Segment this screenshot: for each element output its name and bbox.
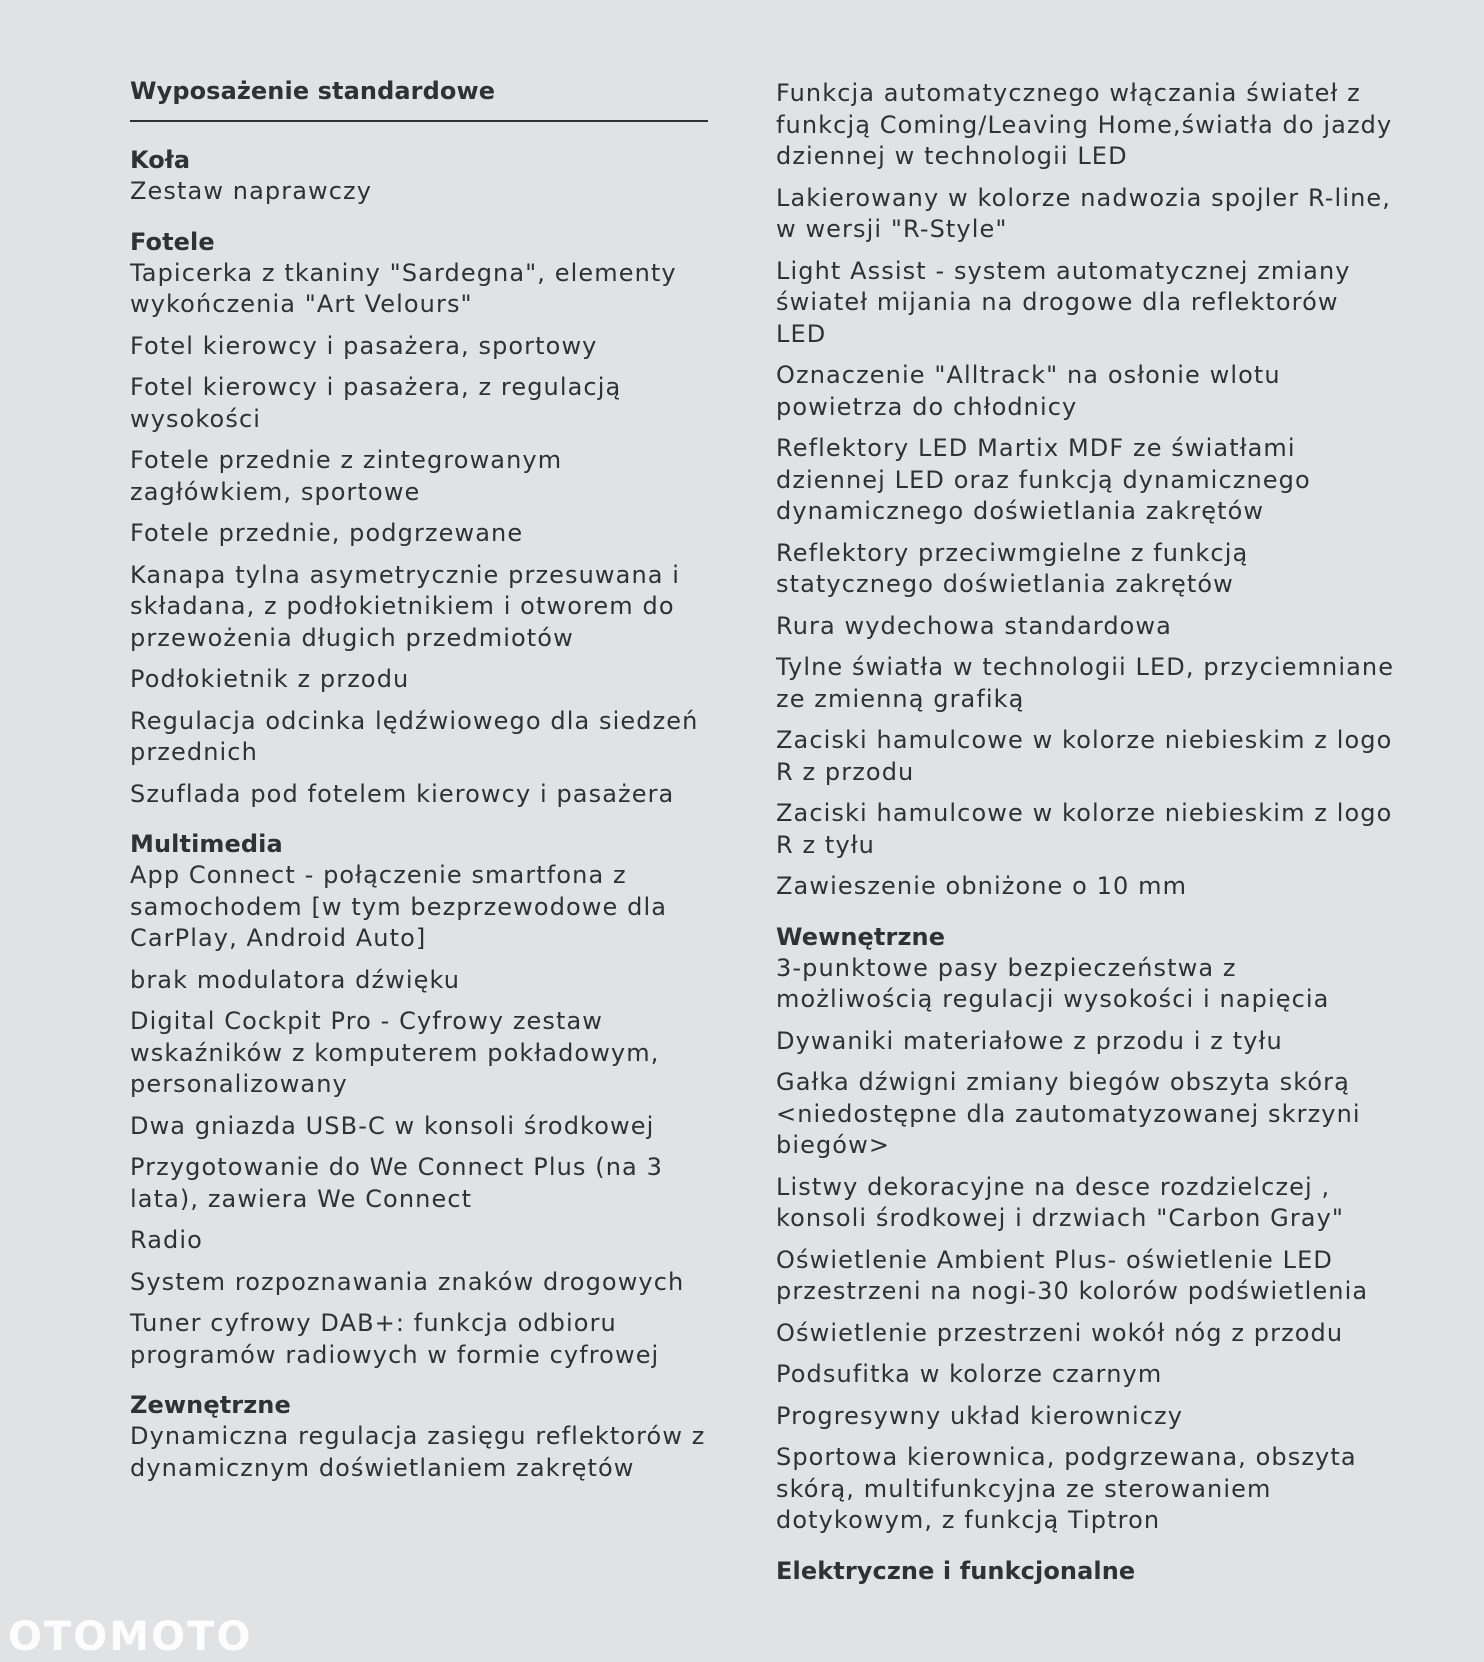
section-heading: Zewnętrzne (130, 1391, 291, 1419)
page-title: Wyposażenie standardowe (130, 74, 708, 122)
list-item: Listwy dekoracyjne na desce rozdzielczej , konsoli środkowej i drzwiach "Carbon Gray" (776, 1172, 1345, 1232)
list-item: Digital Cockpit Pro - Cyfrowy zestaw wskaźników z komputerem pokładowym, personalizowany (130, 1007, 660, 1098)
list-item: Tuner cyfrowy DAB+: funkcja odbioru programów radiowych w formie cyfrowej (130, 1309, 660, 1369)
section-multimedia (130, 828, 708, 1371)
list-item: Kanapa tylna asymetrycznie przesuwana i składana, z podłokietnikiem i otworem do przewożenia długich przedmiotów (130, 560, 681, 652)
list-item: Gałka dźwigni zmiany biegów obszyta skórą <niedostępne dla zautomatyzowanej skrzyni biegów> (776, 1068, 1361, 1159)
list-item: Podsufitka w kolorze czarnym (776, 1360, 1163, 1388)
list-item: Szuflada pod fotelem kierowcy i pasażera (130, 779, 675, 808)
section-seats (130, 226, 708, 811)
list-item: Dywaniki materiałowe z przodu i z tyłu (776, 1026, 1283, 1055)
list-item: Oświetlenie Ambient Plus- oświetlenie LED przestrzeni na nogi-30 kolorów podświetlenia (776, 1245, 1369, 1305)
section-heading: Wewnętrzne (776, 922, 946, 951)
right-column (776, 78, 1396, 1587)
list-item: Lakierowany w kolorze nadwozia spojler R-line, w wersji "R-Style" (776, 183, 1391, 243)
list-item: Zestaw naprawczy (130, 177, 373, 205)
list-item: brak modulatora dźwięku (130, 965, 461, 994)
list-item: 3-punktowe pasy bezpieczeństwa z możliwością regulacji wysokości i napięcia (776, 953, 1330, 1013)
list-item: Oznaczenie "Alltrack" na osłonie wlotu powietrza do chłodnicy (776, 361, 1281, 421)
list-item: Sportowa kierownica, podgrzewana, obszyta skórą, multifunkcyjna ze sterowaniem dotykowym, z funkcją Tiptron (776, 1443, 1357, 1534)
otomoto-watermark-logo (6, 1614, 256, 1658)
list-item: Przygotowanie do We Connect Plus (na 3 lata), zawiera We Connect (130, 1153, 663, 1213)
list-item: Tapicerka z tkaniny "Sardegna", elementy wykończenia "Art Velours" (130, 258, 677, 318)
section-heading: Elektryczne i funkcjonalne (776, 1556, 1136, 1585)
list-item: Fotel kierowcy i pasażera, sportowy (130, 331, 598, 360)
list-item: Regulacja odcinka lędźwiowego dla siedzeń przednich (130, 706, 699, 766)
list-item: Dynamiczna regulacja zasięgu reflektorów z dynamicznym doświetlaniem zakrętów (130, 1422, 706, 1482)
section-exterior (130, 1389, 708, 1484)
section-heading: Koła (130, 146, 191, 174)
list-item: Radio (130, 1226, 203, 1254)
list-item: Tylne światła w technologii LED, przyciemniane ze zmienną grafiką (776, 653, 1395, 713)
section-heading: Multimedia (130, 830, 283, 858)
exterior-continued (776, 78, 1396, 903)
list-item: Reflektory przeciwmgielne z funkcją statycznego doświetlania zakrętów (776, 538, 1249, 598)
list-item: Zawieszenie obniżone o 10 mm (776, 872, 1188, 900)
list-item: Rura wydechowa standardowa (776, 611, 1172, 640)
list-item: Reflektory LED Martix MDF ze światłami dziennej LED oraz funkcją dynamicznego dynamicznego doświetlania zakrętów (776, 434, 1311, 525)
list-item: Oświetlenie przestrzeni wokół nóg z przodu (776, 1318, 1344, 1347)
list-item: System rozpoznawania znaków drogowych (130, 1267, 685, 1296)
section-interior (776, 921, 1396, 1537)
section-electrical (776, 1555, 1396, 1587)
section-wheels (130, 144, 708, 208)
list-item: Podłokietnik z przodu (130, 665, 410, 693)
list-item: Dwa gniazda USB-C w konsoli środkowej (130, 1111, 655, 1140)
list-item: App Connect - połączenie smartfona z samochodem [w tym bezprzewodowe dla CarPlay, Android Auto] (130, 861, 668, 952)
list-item: Light Assist - system automatycznej zmiany świateł mijania na drogowe dla reflektorów LED (776, 256, 1351, 348)
list-item: Zaciski hamulcowe w kolorze niebieskim z logo R z przodu (776, 726, 1393, 786)
watermark-text: OTOMOTO (8, 1614, 253, 1658)
watermark-logo-icon (6, 1614, 256, 1658)
list-item: Funkcja automatycznego włączania świateł z funkcją Coming/Leaving Home,światła do jazdy dziennej w technologii LED (776, 79, 1393, 170)
left-column (130, 74, 708, 1484)
list-item: Progresywny układ kierowniczy (776, 1401, 1184, 1430)
section-heading: Fotele (130, 227, 215, 256)
list-item: Zaciski hamulcowe w kolorze niebieskim z logo R z tyłu (776, 799, 1393, 859)
list-item: Fotele przednie z zintegrowanym zagłówkiem, sportowe (130, 446, 563, 506)
list-item: Fotel kierowcy i pasażera, z regulacją wysokości (130, 373, 622, 433)
list-item: Fotele przednie, podgrzewane (130, 519, 524, 547)
